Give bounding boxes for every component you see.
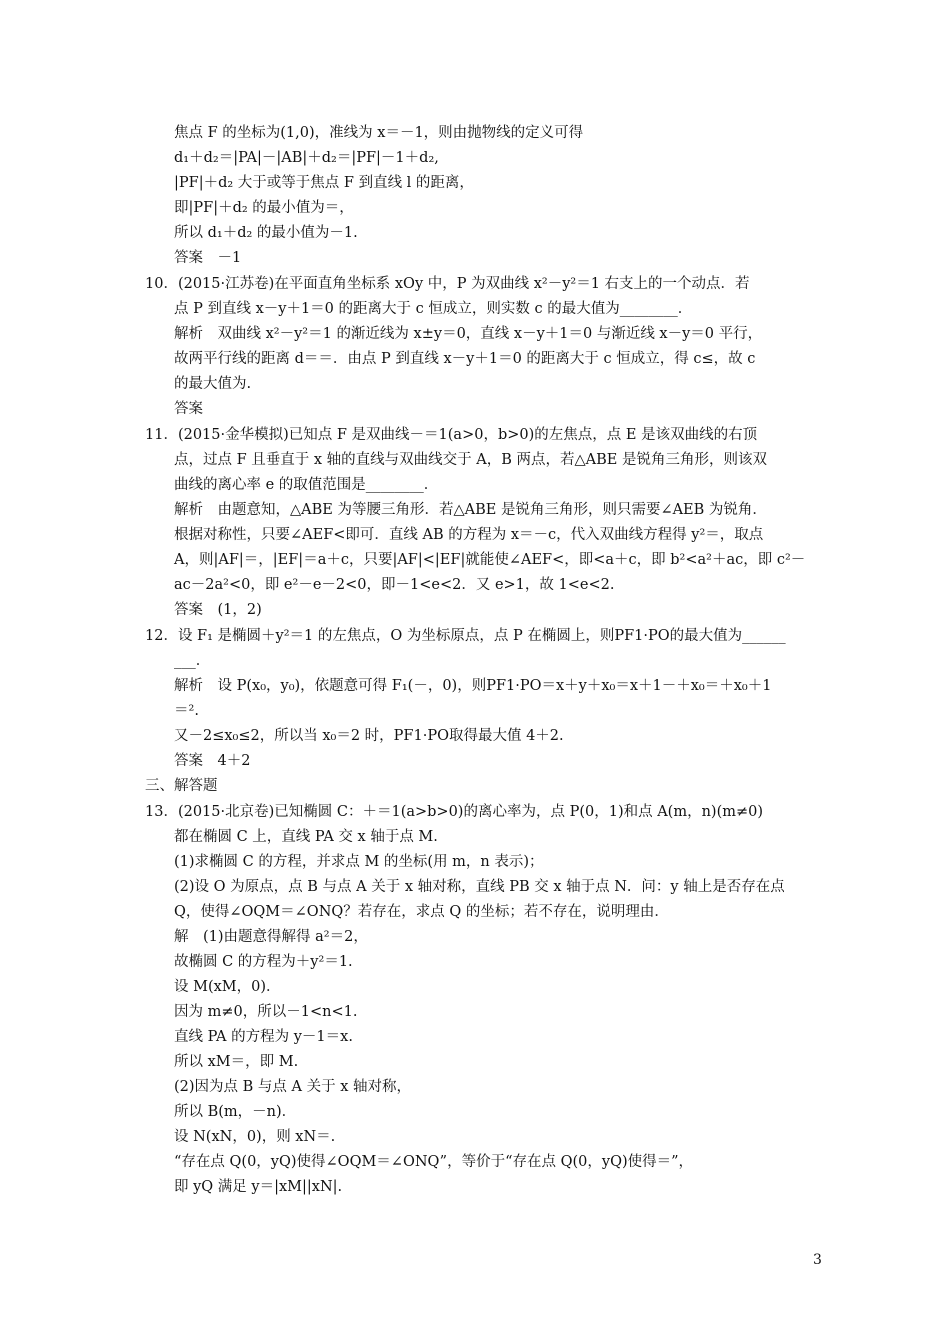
text-line: (2)因为点 B 与点 A 关于 x 轴对称，: [174, 1079, 411, 1095]
text-line: 11．(2015·金华模拟)已知点 F 是双曲线－＝1(a>0，b>0)的左焦点，点 E 是该双曲线的右顶: [145, 427, 758, 443]
text-line: 又－2≤x₀≤2，所以当 x₀＝2 时，PF1·PO取得最大值 4＋2.: [174, 728, 564, 744]
text-line: 设 M(xM，0)．: [174, 979, 281, 995]
text-line: 解 (1)由题意得解得 a²＝2，: [174, 929, 368, 945]
text-line: ＝².: [174, 703, 199, 719]
text-line: 10．(2015·江苏卷)在平面直角坐标系 xOy 中，P 为双曲线 x²－y²＝1 右支上的一个动点．若: [145, 276, 750, 292]
text-line: 根据对称性，只要∠AEF<即可．直线 AB 的方程为 x＝－c，代入双曲线方程得 y²＝，取点: [174, 527, 764, 543]
text-line: 设 N(xN，0)，则 xN＝.: [174, 1129, 336, 1145]
text-line: 12．设 F₁ 是椭圆＋y²＝1 的左焦点，O 为坐标原点，点 P 在椭圆上，则PF1·PO的最大值为______: [145, 628, 786, 644]
text-line: 答案: [174, 401, 203, 417]
text-line: ___．: [174, 653, 211, 669]
text-line: 解析 由题意知，△ABE 为等腰三角形．若△ABE 是锐角三角形，则只需要∠AEB 为锐角．: [174, 502, 767, 518]
text-line: 所以 xM＝，即 M.: [174, 1054, 299, 1070]
text-line: Q，使得∠OQM＝∠ONQ？若存在，求点 Q 的坐标；若不存在，说明理由．: [174, 904, 669, 920]
text-line: 三、解答题: [145, 778, 218, 794]
text-line: |PF|＋d₂ 大于或等于焦点 F 到直线 l 的距离，: [174, 175, 474, 191]
text-line: 答案 (1，2): [174, 602, 262, 618]
text-line: 答案 4＋2: [174, 753, 251, 769]
text-line: (1)求椭圆 C 的方程，并求点 M 的坐标(用 m，n 表示)；: [174, 854, 544, 870]
text-line: A，则|AF|＝，|EF|＝a＋c，只要|AF|<|EF|就能使∠AEF<，即<a＋c，即 b²<a²＋ac，即 c²－: [174, 552, 806, 568]
text-line: 点，过点 F 且垂直于 x 轴的直线与双曲线交于 A，B 两点，若△ABE 是锐角三角形，则该双: [174, 452, 767, 468]
text-line: 的最大值为.: [174, 376, 252, 392]
text-line: “存在点 Q(0，yQ)使得∠OQM＝∠ONQ”，等价于“存在点 Q(0，yQ)使得＝”，: [174, 1154, 694, 1170]
text-line: 曲线的离心率 e 的取值范围是________．: [174, 477, 439, 493]
text-line: 即 yQ 满足 y＝|xM||xN|.: [174, 1179, 343, 1195]
text-line: 焦点 F 的坐标为(1,0)，准线为 x＝－1，则由抛物线的定义可得: [174, 125, 584, 141]
text-line: (2)设 O 为原点，点 B 与点 A 关于 x 轴对称，直线 PB 交 x 轴于点 N．问：y 轴上是否存在点: [174, 879, 785, 895]
text-line: 解析 双曲线 x²－y²＝1 的渐近线为 x±y＝0，直线 x－y＋1＝0 与渐近线 x－y＝0 平行，: [174, 326, 763, 342]
text-line: d₁＋d₂＝|PA|－|AB|＋d₂＝|PF|－1＋d₂,: [174, 150, 439, 166]
text-line: 答案 －1: [174, 250, 242, 266]
text-line: 所以 B(m，－n)．: [174, 1104, 297, 1120]
text-line: 所以 d₁＋d₂ 的最小值为－1.: [174, 225, 358, 241]
page-number: 3: [813, 1252, 822, 1268]
text-line: 因为 m≠0，所以－1<n<1.: [174, 1004, 358, 1020]
text-line: 解析 设 P(x₀，y₀)，依题意可得 F₁(－，0)，则PF1·PO＝x＋y＋x₀＝x＋1－＋x₀＝＋x₀＋1: [174, 678, 772, 694]
text-line: 即|PF|＋d₂ 的最小值为＝，: [174, 200, 354, 216]
text-line: 故椭圆 C 的方程为＋y²＝1.: [174, 954, 353, 970]
text-line: 13．(2015·北京卷)已知椭圆 C：＋＝1(a>b>0)的离心率为，点 P(0，1)和点 A(m，n)(m≠0): [145, 804, 764, 820]
text-line: ac－2a²<0，即 e²－e－2<0，即－1<e<2．又 e>1，故 1<e<2.: [174, 577, 615, 593]
text-line: 直线 PA 的方程为 y－1＝x.: [174, 1029, 353, 1045]
text-line: 故两平行线的距离 d＝＝．由点 P 到直线 x－y＋1＝0 的距离大于 c 恒成立，得 c≤，故 c: [174, 351, 756, 367]
text-line: 都在椭圆 C 上，直线 PA 交 x 轴于点 M.: [174, 829, 438, 845]
text-line: 点 P 到直线 x－y＋1＝0 的距离大于 c 恒成立，则实数 c 的最大值为________．: [174, 301, 693, 317]
